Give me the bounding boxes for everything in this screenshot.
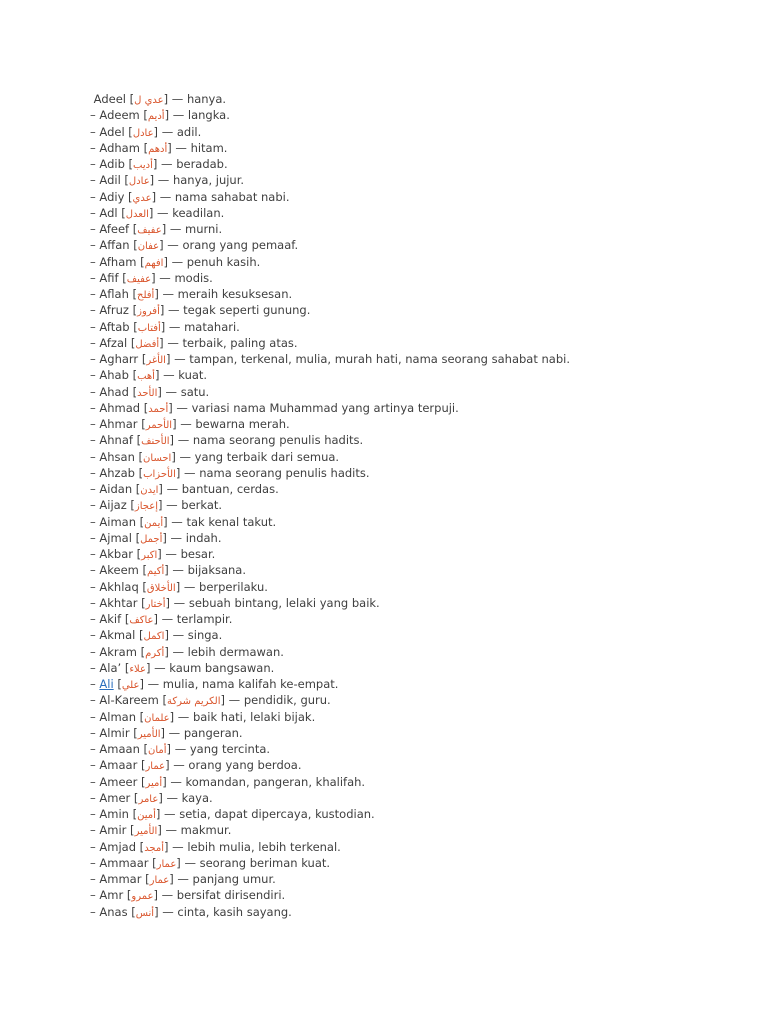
entry-arabic: أمجد	[144, 842, 165, 854]
entry-arabic: أمان	[148, 745, 167, 756]
entry-bullet: –	[90, 628, 100, 643]
entry-bullet: –	[90, 612, 100, 626]
entry-bullet: –	[90, 384, 100, 399]
entry-arabic: عمار	[145, 761, 166, 773]
entry-meaning: berperilaku.	[199, 579, 268, 594]
entry-bullet: –	[90, 335, 100, 350]
entry-meaning: baik hati, lelaki bijak.	[192, 709, 316, 724]
entry-arabic: عادل	[132, 127, 154, 139]
entry-arabic: الأخلاق	[146, 582, 176, 594]
entry-meaning: hanya, jujur.	[172, 173, 245, 188]
entry-bullet: –	[90, 742, 100, 756]
entry-arabic: أجمل	[140, 533, 163, 545]
entry-meaning: pangeran.	[183, 725, 243, 740]
entry-name: Adel	[99, 124, 125, 139]
entry-arabic: أيمن	[144, 517, 164, 529]
entry-name: Anas	[99, 904, 128, 919]
entry-meaning: keadilan.	[172, 205, 225, 220]
name-entry: – Afeef [عفيف] — murni.	[90, 222, 223, 236]
name-entry: – Afzal [أفضل] — terbaik, paling atas.	[90, 335, 298, 350]
entry-name: Afham	[99, 254, 137, 269]
entry-arabic: الأحنف	[141, 436, 170, 448]
name-entry: – Amaar [عمار] — orang yang berdoa.	[90, 758, 302, 773]
entry-bullet: –	[90, 287, 100, 301]
entry-meaning: setia, dapat dipercaya, kustodian.	[179, 807, 375, 821]
entry-name: Amr	[99, 888, 124, 903]
entry-meaning: terbaik, paling atas.	[182, 335, 298, 350]
entry-meaning: berkat.	[181, 498, 223, 513]
entry-arabic: عدي	[132, 192, 152, 204]
entry-arabic: أدهم	[148, 143, 168, 155]
entry-name: Amaar	[99, 758, 138, 773]
entry-meaning: adil.	[176, 124, 202, 139]
entry-bullet: –	[90, 774, 100, 789]
entry-name: Akram	[99, 644, 137, 659]
entry-name: Akif	[99, 612, 122, 626]
name-entry: – Ajmal [أجمل] — indah.	[90, 530, 222, 545]
name-entry: – Aiman [أيمن] — tak kenal takut.	[90, 514, 277, 529]
entry-bullet: –	[90, 823, 100, 838]
name-entry: Adeel [عدي ل] — hanya.	[90, 91, 760, 107]
name-entry: – Ahmar [الأحمر] — bewarna merah.	[90, 417, 290, 431]
name-entry: – Akbar [اكبر] — besar.	[90, 547, 216, 561]
entry-name: Adeem	[99, 108, 140, 123]
entry-arabic: عمار	[156, 858, 177, 870]
entry-arabic: أديب	[133, 160, 153, 171]
entry-meaning: orang yang berdoa.	[188, 758, 302, 773]
entry-name: Ahsan	[99, 449, 135, 464]
entry-arabic: ايدن	[140, 485, 159, 496]
entry-meaning: yang terbaik dari semua.	[194, 449, 340, 464]
entry-meaning: bewarna merah.	[195, 417, 290, 431]
entry-bullet: –	[90, 547, 100, 561]
entry-arabic: أفتاب	[137, 322, 161, 334]
entry-name: Aftab	[99, 319, 130, 334]
entry-bullet: –	[90, 498, 100, 513]
entry-name: Akeem	[99, 563, 139, 578]
entry-name: Ajmal	[99, 530, 132, 545]
entry-meaning: matahari.	[184, 319, 240, 334]
entry-arabic: عدي ل	[134, 95, 164, 106]
entry-bullet: –	[90, 514, 100, 529]
entry-arabic: أكيم	[147, 566, 165, 578]
entry-meaning: tegak seperti gunung.	[183, 303, 311, 318]
entry-arabic: علي	[121, 680, 140, 691]
entry-name: Aflah	[99, 287, 129, 301]
entry-bullet: –	[90, 449, 100, 464]
entry-meaning: cinta, kasih sayang.	[177, 904, 292, 919]
name-entry: – Ahab [أهب] — kuat.	[90, 368, 208, 383]
entry-arabic: أفروز	[137, 306, 160, 318]
entry-name: Amaan	[99, 742, 140, 756]
entry-arabic: أفلح	[137, 290, 155, 301]
entry-bullet: –	[90, 433, 100, 448]
name-entry: – Amaan [أمان] — yang tercinta.	[90, 742, 271, 756]
entry-meaning: bersifat dirisendiri.	[176, 888, 286, 903]
entry-name: Alman	[99, 709, 137, 724]
entry-name: Akhlaq	[99, 579, 139, 594]
name-entry: – Adl [العدل] — keadilan.	[90, 205, 225, 220]
name-entry: – Affan [عفان] — orang yang pemaaf.	[90, 238, 299, 253]
entry-name: Ahad	[99, 384, 129, 399]
entry-arabic: عمرو	[131, 891, 154, 903]
entry-arabic: أحمد	[148, 403, 169, 415]
entry-arabic: الأحد	[137, 387, 158, 399]
entry-arabic: افهم	[144, 257, 164, 269]
entry-bullet: –	[90, 108, 100, 123]
entry-arabic: أمير	[145, 777, 163, 789]
entry-meaning: pendidik, guru.	[243, 693, 331, 708]
name-entry: – Akhlaq [الأخلاق] — berperilaku.	[90, 579, 268, 594]
name-entry: – Amr [عمرو] — bersifat dirisendiri.	[90, 888, 286, 903]
entry-name: Afzal	[99, 335, 128, 350]
entry-name: Ameer	[99, 774, 138, 789]
name-entry: – Afif [عفيف] — modis.	[90, 270, 213, 285]
entry-bullet: –	[90, 725, 100, 740]
entry-meaning: hitam.	[190, 140, 228, 155]
entry-arabic: الأمير	[134, 826, 158, 838]
entry-name: Akbar	[99, 547, 134, 561]
entry-bullet: –	[90, 660, 100, 675]
entry-arabic: العدل	[125, 208, 149, 220]
entry-arabic: علاء	[129, 663, 146, 675]
entry-meaning: kuat.	[178, 368, 208, 383]
entry-arabic: عامر	[138, 793, 159, 805]
entry-arabic: أهب	[137, 371, 155, 383]
name-entry: – Amjad [أمجد] — lebih mulia, lebih terkenal.	[90, 839, 341, 854]
name-entry: – Al-Kareem [الكريم شركة] — pendidik, guru.	[90, 693, 331, 708]
entry-name: Ammaar	[99, 855, 149, 870]
entry-name: Adl	[99, 205, 118, 220]
entry-name: Amir	[99, 823, 127, 838]
entry-arabic: أكرم	[145, 647, 165, 659]
entry-bullet: –	[90, 400, 100, 415]
entry-name: Adil	[99, 173, 121, 188]
entry-arabic: اكبر	[141, 550, 158, 561]
entry-bullet: –	[90, 352, 100, 366]
entry-bullet: –	[90, 855, 100, 870]
entry-name: Agharr	[99, 352, 139, 366]
entry-meaning: langka.	[187, 108, 230, 123]
entry-meaning: mulia, nama kalifah ke-empat.	[162, 677, 339, 691]
entry-bullet: –	[90, 189, 100, 204]
entry-name: Adeel	[93, 92, 126, 106]
entry-meaning: beradab.	[176, 157, 228, 171]
entry-bullet: –	[90, 790, 100, 805]
entry-meaning: seorang beriman kuat.	[199, 855, 331, 870]
entry-meaning: meraih kesuksesan.	[177, 287, 293, 301]
name-entry: – Adeem [أديم] — langka.	[90, 108, 230, 123]
name-entry: – Ammaar [عمار] — seorang beriman kuat.	[90, 855, 331, 870]
entry-arabic: عمار	[149, 875, 170, 886]
entry-name: Ahnaf	[99, 433, 133, 448]
entry-arabic: إعجاز	[134, 501, 158, 513]
entry-meaning: nama seorang penulis hadits.	[199, 465, 370, 480]
name-entry: – Aijaz [إعجاز] — berkat.	[90, 498, 223, 513]
entry-arabic: عادل	[128, 176, 150, 188]
entry-name: Aiman	[99, 514, 137, 529]
entry-arabic: أختار	[145, 598, 166, 610]
entry-name: Aidan	[99, 482, 133, 496]
entry-name: Adiy	[99, 189, 125, 204]
entry-meaning: nama seorang penulis hadits.	[192, 433, 364, 448]
entry-bullet: –	[90, 807, 100, 821]
entry-bullet: –	[90, 709, 100, 724]
entry-arabic: أفضل	[135, 338, 160, 350]
entry-name: Ammar	[99, 872, 142, 886]
entry-bullet: –	[90, 157, 100, 171]
entry-meaning: satu.	[180, 384, 210, 399]
name-entry: – Aflah [أفلح] — meraih kesuksesan.	[90, 287, 293, 301]
entry-arabic: احسان	[143, 452, 172, 464]
entry-name: Afruz	[99, 303, 129, 318]
entry-arabic: الأحمر	[145, 420, 173, 431]
entry-bullet: –	[90, 303, 100, 318]
name-entry: – Ahnaf [الأحنف] — nama seorang penulis hadits.	[90, 433, 364, 448]
entry-name: Ahab	[99, 368, 129, 383]
name-entry: – Aidan [ايدن] — bantuan, cerdas.	[90, 482, 279, 496]
entry-meaning: besar.	[180, 547, 216, 561]
entry-meaning: bantuan, cerdas.	[181, 482, 279, 496]
entry-arabic: الأحزاب	[143, 468, 176, 480]
entry-meaning: yang tercinta.	[189, 742, 271, 756]
entry-bullet: –	[90, 173, 100, 188]
entry-meaning: singa.	[187, 628, 223, 643]
name-entry: – Agharr [الأغر] — tampan, terkenal, mulia, murah hati, nama seorang sahabat nabi.	[90, 352, 570, 366]
entry-arabic: الأغر	[146, 355, 166, 366]
entry-bullet: –	[90, 888, 100, 903]
entry-meaning: sebuah bintang, lelaki yang baik.	[188, 595, 380, 610]
name-entry: – Ahmad [أحمد] — variasi nama Muhammad yang artinya terpuji.	[90, 400, 459, 415]
entry-name: Amin	[99, 807, 129, 821]
name-entry: – Adham [أدهم] — hitam.	[90, 140, 228, 155]
entry-arabic: عفيف	[137, 225, 162, 236]
name-entry: – Ahsan [احسان] — yang terbaik dari semua.	[90, 449, 340, 464]
entry-name: Al-Kareem	[99, 693, 159, 708]
entry-bullet: –	[90, 693, 100, 708]
entry-bullet: –	[90, 595, 100, 610]
entry-bullet: –	[90, 417, 100, 431]
entry-bullet: –	[90, 677, 100, 691]
entry-arabic: أمين	[137, 810, 156, 821]
entry-meaning: tak kenal takut.	[186, 514, 277, 529]
name-entry: – Almir [الأمير] — pangeran.	[90, 725, 243, 740]
entry-bullet: –	[90, 319, 100, 334]
entry-arabic: اكمل	[143, 631, 165, 643]
entry-name: Almir	[99, 725, 130, 740]
entry-meaning: tampan, terkenal, mulia, murah hati, nama seorang sahabat nabi.	[189, 352, 570, 366]
entry-bullet: –	[90, 839, 100, 854]
entry-arabic: أنس	[135, 907, 155, 919]
entry-bullet: –	[90, 368, 100, 383]
entry-meaning: penuh kasih.	[186, 254, 261, 269]
entry-bullet: –	[90, 758, 100, 773]
name-entry: – Afruz [أفروز] — tegak seperti gunung.	[90, 303, 311, 318]
name-entry: – Anas [أنس] — cinta, kasih sayang.	[90, 904, 292, 919]
entry-bullet: –	[90, 270, 100, 285]
name-list	[90, 91, 760, 920]
entry-name: Adham	[99, 140, 140, 155]
entry-bullet: –	[90, 254, 100, 269]
entry-meaning: lebih mulia, lebih terkenal.	[187, 839, 341, 854]
entry-name: Afif	[99, 270, 119, 285]
entry-bullet: –	[90, 140, 100, 155]
entry-arabic: علمان	[144, 712, 170, 724]
entry-meaning: komandan, pangeran, khalifah.	[185, 774, 366, 789]
name-entry: – Ali [علي] — mulia, nama kalifah ke-empat.	[90, 677, 339, 691]
entry-bullet: –	[90, 563, 100, 578]
name-entry: – Ahzab [الأحزاب] — nama seorang penulis hadits.	[90, 465, 370, 480]
entry-name: Aijaz	[99, 498, 127, 513]
name-entry: – Afham [افهم] — penuh kasih.	[90, 254, 261, 269]
entry-bullet: –	[90, 205, 100, 220]
entry-meaning: kaya.	[181, 790, 213, 805]
entry-meaning: orang yang pemaaf.	[182, 238, 299, 253]
name-entry: – Akmal [اكمل] — singa.	[90, 628, 223, 643]
entry-bullet: –	[90, 124, 100, 139]
entry-bullet: –	[90, 530, 100, 545]
entry-bullet: –	[90, 238, 100, 253]
entry-meaning: makmur.	[180, 823, 232, 838]
entry-arabic: الكريم شركة	[167, 696, 221, 708]
entry-meaning: nama sahabat nabi.	[174, 189, 290, 204]
entry-name-link[interactable]: Ali	[99, 677, 114, 691]
entry-name: Afeef	[99, 222, 130, 236]
name-entry: – Adiy [عدي] — nama sahabat nabi.	[90, 189, 290, 204]
entry-meaning: murni.	[185, 222, 223, 236]
name-entry: – Ala’ [علاء] — kaum bangsawan.	[90, 660, 275, 675]
name-entry: – Akif [عاكف] — terlampir.	[90, 612, 233, 626]
entry-name: Ahzab	[99, 465, 135, 480]
entry-name: Affan	[99, 238, 130, 253]
entry-name: Amer	[99, 790, 131, 805]
entry-meaning: indah.	[185, 530, 222, 545]
entry-bullet: –	[90, 482, 100, 496]
entry-arabic: الأمير	[137, 728, 161, 740]
name-entry: – Aftab [أفتاب] — matahari.	[90, 319, 240, 334]
name-entry: – Adel [عادل] — adil.	[90, 124, 202, 139]
entry-name: Ahmad	[99, 400, 141, 415]
entry-bullet: –	[90, 465, 100, 480]
entry-bullet: –	[90, 579, 100, 594]
entry-arabic: عفيف	[126, 273, 152, 285]
entry-arabic: عفان	[137, 241, 160, 253]
name-entry: – Alman [علمان] — baik hati, lelaki bijak.	[90, 709, 316, 724]
entry-arabic: عاكف	[129, 615, 154, 626]
entry-meaning: bijaksana.	[187, 563, 247, 578]
entry-meaning: terlampir.	[176, 612, 233, 626]
entry-meaning: hanya.	[186, 92, 227, 106]
entry-name: Amjad	[99, 839, 137, 854]
entry-meaning: variasi nama Muhammad yang artinya terpuji.	[191, 400, 459, 415]
entry-meaning: modis.	[174, 270, 213, 285]
entry-arabic: أديم	[147, 111, 165, 123]
name-entry: – Amir [الأمير] — makmur.	[90, 823, 232, 838]
entry-name: Adib	[99, 157, 125, 171]
name-entry: – Amin [أمين] — setia, dapat dipercaya, kustodian.	[90, 807, 375, 821]
entry-name: Akhtar	[99, 595, 138, 610]
name-entry: – Adib [أديب] — beradab.	[90, 157, 228, 171]
name-entry: – Ammar [عمار] — panjang umur.	[90, 872, 276, 886]
entry-name: Ala’	[99, 660, 122, 675]
name-entry: – Amer [عامر] — kaya.	[90, 790, 213, 805]
name-entry: – Ameer [أمير] — komandan, pangeran, khalifah.	[90, 774, 366, 789]
name-entry: – Akeem [أكيم] — bijaksana.	[90, 563, 247, 578]
entry-meaning: panjang umur.	[192, 872, 276, 886]
name-entry: – Akram [أكرم] — lebih dermawan.	[90, 644, 284, 659]
entry-bullet: –	[90, 644, 100, 659]
entry-bullet: –	[90, 904, 100, 919]
name-entry: – Akhtar [أختار] — sebuah bintang, lelaki yang baik.	[90, 595, 380, 610]
entry-name: Akmal	[99, 628, 136, 643]
entry-bullet: –	[90, 872, 100, 886]
name-entry: – Ahad [الأحد] — satu.	[90, 384, 210, 399]
entry-meaning: kaum bangsawan.	[169, 660, 275, 675]
name-entry: – Adil [عادل] — hanya, jujur.	[90, 173, 245, 188]
entry-meaning: lebih dermawan.	[187, 644, 284, 659]
entry-name: Ahmar	[99, 417, 138, 431]
entry-bullet: –	[90, 222, 100, 236]
